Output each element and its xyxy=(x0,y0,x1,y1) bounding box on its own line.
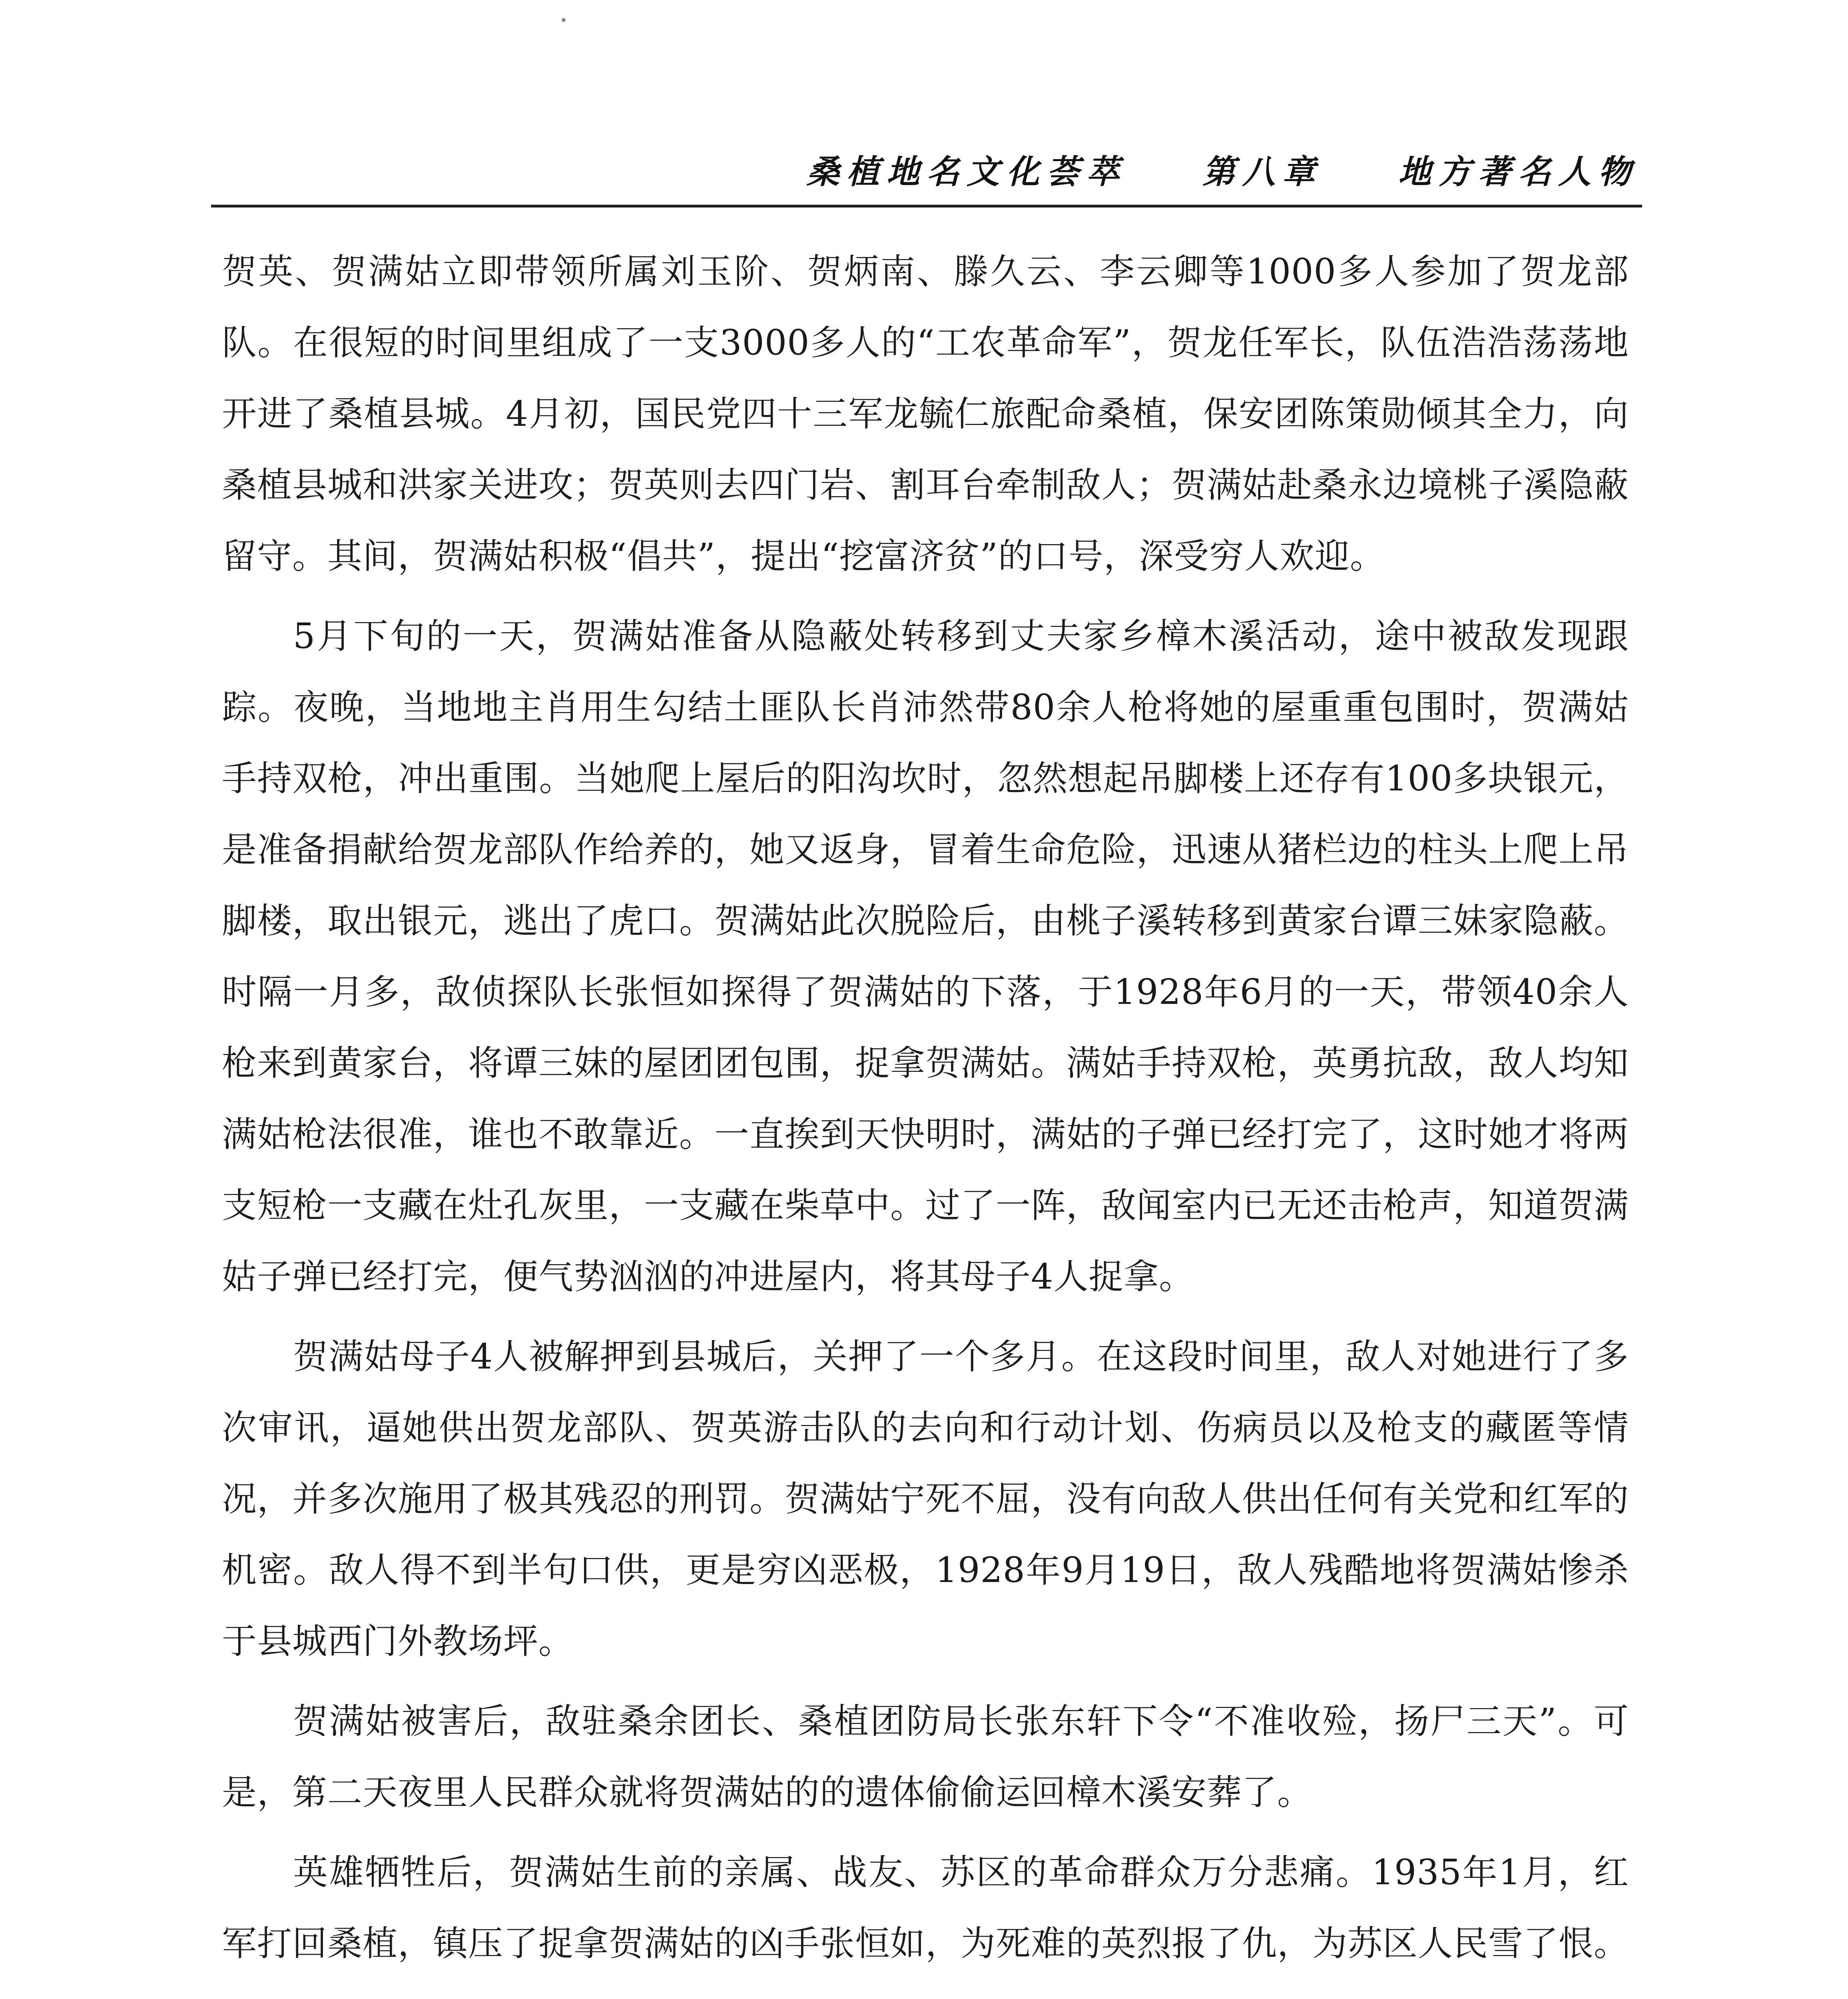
running-header xyxy=(807,146,1638,193)
header-rule xyxy=(211,205,1642,207)
chapter-label: 第八章 xyxy=(1202,153,1322,191)
scan-speck xyxy=(562,18,566,22)
paragraph-1: 贺英、贺满姑立即带领所属刘玉阶、贺炳南、滕久云、李云卿等1000多人参加了贺龙部队。在很短的时间里组成了一支3000多人的“工农革命军”，贺龙任军长，队伍浩浩荡荡地开进了桑植县城。4月初，国民党四十三军龙毓仁旅配命桑植，保安团陈策勋倾其全力，向桑植县城和洪家关进攻；贺英则去四门岩、割耳台牵制敌人；贺满姑赴桑永边境桃子溪隐蔽留守。其间，贺满姑积极“倡共”，提出“挖富济贫”的口号，深受穷人欢迎。 xyxy=(222,251,1629,577)
paragraph-5: 英雄牺牲后，贺满姑生前的亲属、战友、苏区的革命群众万分悲痛。1935年1月，红军打回桑植，镇压了捉拿贺满姑的凶手张恒如，为死难的英烈报了仇，为苏区人民雪了恨。 xyxy=(222,1852,1629,1964)
section-title: 地方著名人物 xyxy=(1398,153,1638,191)
book-title: 桑植地名文化荟萃 xyxy=(807,153,1126,191)
paragraph-3: 贺满姑母子4人被解押到县城后，关押了一个多月。在这段时间里，敌人对她进行了多次审讯，逼她供出贺龙部队、贺英游击队的去向和行动计划、伤病员以及枪支的藏匿等情况，并多次施用了极其残忍的刑罚。贺满姑宁死不屈，没有向敌人供出任何有关党和红军的机密。敌人得不到半句口供，更是穷凶恶极，1928年9月19日，敌人残酷地将贺满姑惨杀于县城西门外教场坪。 xyxy=(222,1336,1629,1662)
paragraph-4: 贺满姑被害后，敌驻桑余团长、桑植团防局长张东轩下令“不准收殓，扬尸三天”。可是，第二天夜里人民群众就将贺满姑的的遗体偷偷运回樟木溪安葬了。 xyxy=(222,1701,1629,1813)
body-text xyxy=(222,236,1629,1999)
paragraph-6 xyxy=(222,1988,1629,1999)
paragraph-2: 5月下旬的一天，贺满姑准备从隐蔽处转移到丈夫家乡樟木溪活动，途中被敌发现跟踪。夜晚，当地地主肖用生勾结土匪队长肖沛然带80余人枪将她的屋重重包围时，贺满姑手持双枪，冲出重围。当她爬上屋后的阳沟坎时，忽然想起吊脚楼上还存有100多块银元，是准备捐献给贺龙部队作给养的，她又返身，冒着生命危险，迅速从猪栏边的柱头上爬上吊脚楼，取出银元，逃出了虎口。贺满姑此次脱险后，由桃子溪转移到黄家台谭三妹家隐蔽。时隔一月多，敌侦探队长张恒如探得了贺满姑的下落，于1928年6月的一天，带领40余人枪来到黄家台，将谭三妹的屋团团包围，捉拿贺满姑。满姑手持双枪，英勇抗敌，敌人均知满姑枪法很准，谁也不敢靠近。一直挨到天快明时，满姑的子弹已经打完了，这时她才将两支短枪一支藏在灶孔灰里，一支藏在柴草中。过了一阵，敌闻室内已无还击枪声，知道贺满姑子弹已经打完，便气势汹汹的冲进屋内，将其母子4人捉拿。 xyxy=(222,616,1629,1297)
